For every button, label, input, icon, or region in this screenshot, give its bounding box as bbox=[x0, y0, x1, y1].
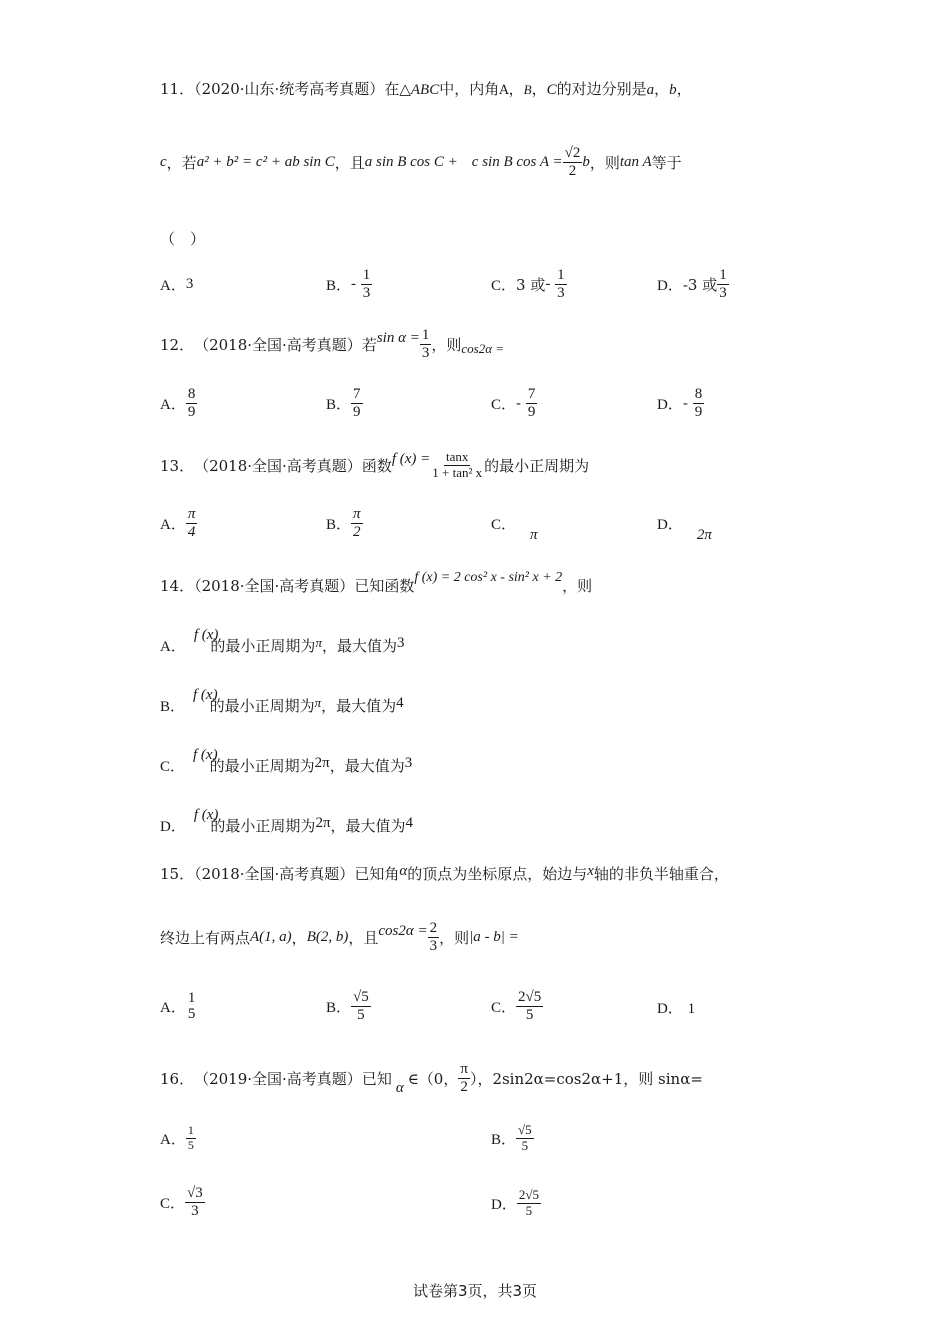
frac-num: √5 bbox=[518, 1122, 532, 1138]
option-fraction bbox=[185, 1185, 205, 1219]
option-text: 的最小正周期为 bbox=[209, 757, 315, 775]
option-label: D． bbox=[657, 396, 683, 413]
q11-text: 在 bbox=[384, 80, 400, 98]
q11-var-a: a bbox=[646, 82, 655, 98]
option-label: B． bbox=[326, 396, 352, 413]
frac-num: 7 bbox=[527, 386, 536, 402]
q12-rhs: cos2α = bbox=[461, 341, 505, 356]
q13-number: 13． bbox=[160, 456, 195, 475]
q11-var-c: c bbox=[160, 153, 167, 170]
q11-triangle: △ABC bbox=[399, 82, 440, 98]
q14-option-d[interactable] bbox=[160, 807, 414, 836]
frac-num: 2 bbox=[429, 920, 438, 936]
option-function: f (x) bbox=[193, 747, 218, 763]
frac-den: 5 bbox=[187, 1006, 196, 1022]
option-text: 的最小正周期为 bbox=[209, 697, 315, 715]
q14-option-b[interactable] bbox=[160, 687, 404, 716]
option-label: A． bbox=[160, 639, 186, 655]
q14-text: 已知函数 bbox=[354, 577, 415, 595]
q14-text: ，则 bbox=[562, 577, 593, 595]
q14-number: 14． bbox=[160, 577, 195, 595]
option-label: A． bbox=[160, 999, 186, 1016]
option-label: B． bbox=[491, 1131, 517, 1148]
option-label: C． bbox=[491, 396, 517, 413]
q11-option-b[interactable] bbox=[326, 264, 372, 304]
q13-text: 函数 bbox=[361, 456, 392, 475]
q12-number: 12． bbox=[160, 335, 195, 354]
option-prefix: -3 或 bbox=[682, 275, 718, 294]
option-label: B． bbox=[326, 277, 352, 294]
option-label: C． bbox=[160, 759, 186, 775]
q11-text: ，则 bbox=[589, 153, 620, 172]
q15-number: 15． bbox=[160, 865, 195, 883]
q16-option-d[interactable] bbox=[491, 1183, 541, 1223]
q12-fraction bbox=[420, 327, 432, 361]
option-label: A． bbox=[160, 277, 186, 294]
q16-number: 16． bbox=[160, 1069, 195, 1088]
frac-den: 5 bbox=[525, 1202, 533, 1218]
q13-source: （2018·全国·高考真题） bbox=[194, 456, 362, 475]
q12-lhs: sin α = bbox=[376, 329, 420, 346]
q15-text: 的顶点为坐标原点，始边与 bbox=[407, 865, 588, 883]
option-text: ，最大值为 bbox=[321, 697, 397, 715]
q15-option-d[interactable] bbox=[657, 997, 695, 1018]
q13-option-b[interactable] bbox=[326, 503, 363, 543]
q15-fraction bbox=[428, 920, 440, 954]
q11-text: 中，内角 bbox=[439, 80, 500, 98]
q15-alpha: α bbox=[399, 863, 408, 879]
option-label: D． bbox=[160, 819, 186, 835]
option-label: B． bbox=[326, 999, 352, 1016]
q11-option-c[interactable] bbox=[491, 264, 567, 304]
q15-text: ，且 bbox=[348, 928, 379, 947]
q11-text: ，若 bbox=[166, 153, 197, 172]
q15-text: 终边上有两点 bbox=[160, 928, 251, 947]
option-text: ，最大值为 bbox=[330, 817, 406, 835]
q11-option-d[interactable] bbox=[657, 264, 729, 304]
q15-text: 轴的非负半轴重合， bbox=[593, 865, 729, 883]
frac-num: 2√5 bbox=[518, 989, 542, 1005]
option-label: B． bbox=[326, 516, 352, 533]
option-label: D． bbox=[491, 1196, 517, 1213]
frac-num: 1 bbox=[187, 1123, 194, 1138]
option-fraction bbox=[351, 386, 363, 420]
page-footer: 试卷第3页，共3页 bbox=[412, 1282, 538, 1300]
frac-den: 3 bbox=[191, 1202, 199, 1219]
q14-option-c[interactable] bbox=[160, 747, 413, 776]
option-fraction bbox=[555, 267, 567, 301]
option-label: D． bbox=[657, 1001, 683, 1017]
option-sign: - bbox=[351, 275, 357, 292]
option-max: 3 bbox=[404, 755, 413, 771]
q13-option-d[interactable] bbox=[657, 513, 712, 543]
option-value: π bbox=[530, 527, 538, 543]
q15-option-b[interactable] bbox=[326, 984, 371, 1028]
option-max: 4 bbox=[396, 695, 404, 711]
q15-source: （2018·全国·高考真题） bbox=[194, 865, 355, 883]
q16-option-b[interactable] bbox=[491, 1118, 534, 1158]
q11-var-b2: b bbox=[582, 153, 590, 170]
frac-den: 3 bbox=[421, 344, 430, 361]
frac-num: 8 bbox=[187, 386, 196, 402]
frac-num: 2√5 bbox=[518, 1187, 539, 1203]
frac-num: √3 bbox=[187, 1185, 203, 1201]
q13-function: f (x) = bbox=[391, 450, 431, 467]
frac-den: 9 bbox=[353, 403, 361, 420]
q13-option-a[interactable] bbox=[160, 503, 197, 543]
q13-text: 的最小正周期为 bbox=[484, 456, 590, 475]
q15-text: ，则 bbox=[439, 928, 470, 947]
option-fraction bbox=[516, 1123, 534, 1153]
q15-abs: |a - b| = bbox=[469, 928, 519, 945]
frac-num: √5 bbox=[353, 989, 369, 1005]
q16-stem bbox=[160, 1055, 703, 1101]
q16-text: ∈（0， bbox=[407, 1069, 459, 1088]
q11-text: ，且 bbox=[334, 153, 365, 172]
frac-num: 8 bbox=[694, 386, 703, 402]
option-function: f (x) bbox=[193, 807, 219, 823]
frac-den: 9 bbox=[694, 403, 703, 420]
option-period: 2π bbox=[314, 755, 330, 771]
option-fraction bbox=[693, 386, 705, 420]
option-sign: - bbox=[682, 394, 688, 412]
option-label: C． bbox=[491, 517, 517, 533]
option-period: π bbox=[314, 695, 322, 710]
q11-var-b: b bbox=[669, 82, 677, 98]
q13-stem bbox=[160, 443, 589, 487]
q12-text: 若 bbox=[361, 335, 377, 354]
option-fraction bbox=[526, 386, 538, 420]
q12-option-b[interactable] bbox=[326, 383, 363, 423]
option-fraction bbox=[186, 990, 198, 1023]
q14-stem bbox=[160, 570, 593, 596]
frac-den: 3 bbox=[429, 937, 438, 954]
q14-function: f (x) = 2 cos² x - sin² x + 2 bbox=[414, 570, 563, 585]
q11-source: （2020·山东·统考高考真题） bbox=[194, 80, 385, 98]
option-fraction bbox=[717, 267, 729, 301]
option-label: C． bbox=[160, 1195, 186, 1212]
q12-source: （2018·全国·高考真题） bbox=[194, 335, 362, 354]
q15-text: 已知角 bbox=[354, 865, 400, 883]
option-label: A． bbox=[160, 1131, 186, 1148]
option-max: 3 bbox=[396, 635, 405, 651]
q12-stem bbox=[160, 324, 504, 364]
option-label: D． bbox=[657, 277, 683, 294]
frac-den: 9 bbox=[527, 403, 536, 420]
q11-paren: （ ） bbox=[160, 230, 206, 248]
option-sign: - bbox=[545, 275, 551, 292]
q15-text: ， bbox=[291, 928, 307, 947]
frac-den: 1 + tan² x bbox=[432, 464, 483, 480]
q16-text: 已知 bbox=[361, 1069, 392, 1088]
q12-option-c[interactable] bbox=[491, 383, 537, 423]
q11-var-B: B bbox=[523, 82, 532, 97]
frac-num: π bbox=[460, 1061, 468, 1077]
option-prefix: 3 或 bbox=[516, 275, 546, 294]
option-text: ，最大值为 bbox=[329, 757, 405, 775]
q11-tanA: tan A bbox=[619, 153, 652, 170]
q11-text: 等于 bbox=[651, 153, 682, 172]
frac-num: 7 bbox=[353, 386, 361, 402]
frac-den: 3 bbox=[719, 284, 727, 301]
q11-text: 的对边分别是 bbox=[556, 80, 647, 98]
q11-frac-num: √2 bbox=[564, 145, 581, 161]
q15-x: x bbox=[587, 863, 594, 879]
frac-num: 1 bbox=[557, 267, 565, 283]
q15-line2 bbox=[160, 915, 519, 959]
q11-option-a[interactable] bbox=[160, 264, 193, 304]
option-fraction bbox=[351, 989, 371, 1023]
option-fraction bbox=[186, 506, 198, 540]
option-fraction bbox=[186, 386, 198, 420]
q16-option-c[interactable] bbox=[160, 1180, 205, 1224]
frac-den: 4 bbox=[187, 523, 196, 540]
option-period: π bbox=[315, 635, 322, 650]
option-label: B． bbox=[160, 699, 186, 715]
q11-equation-2b: c sin B cos A = bbox=[471, 153, 563, 170]
frac-num: 1 bbox=[187, 989, 196, 1006]
q16-fraction bbox=[458, 1061, 470, 1095]
option-text: ，最大值为 bbox=[321, 637, 397, 655]
option-period: 2π bbox=[315, 815, 331, 831]
q11-frac-den: 2 bbox=[568, 162, 577, 179]
option-value: 2π bbox=[696, 527, 712, 543]
option-label: A． bbox=[160, 516, 186, 533]
q11-number: 11． bbox=[160, 80, 195, 98]
option-value: 1 bbox=[687, 1001, 696, 1017]
frac-den: 2 bbox=[353, 523, 361, 540]
q14-option-a[interactable] bbox=[160, 627, 405, 656]
q11-line1: 11．（2020·山东·统考高考真题）在△ABC中，内角A，B，C的对边分别是a，b， bbox=[160, 80, 692, 98]
option-value: 3 bbox=[185, 275, 194, 292]
frac-num: tanx bbox=[446, 449, 469, 465]
option-label: C． bbox=[491, 999, 517, 1016]
frac-den: 9 bbox=[187, 403, 196, 420]
option-label: D． bbox=[657, 517, 683, 533]
q15-cos: cos2α = bbox=[378, 922, 428, 939]
q12-option-a[interactable] bbox=[160, 383, 197, 423]
frac-den: 2 bbox=[460, 1078, 468, 1095]
q15-option-a[interactable] bbox=[160, 984, 197, 1028]
q13-option-c[interactable] bbox=[491, 513, 538, 543]
option-sign: - bbox=[516, 394, 522, 412]
option-text: 的最小正周期为 bbox=[210, 637, 316, 655]
frac-den: 3 bbox=[362, 284, 371, 301]
q11-fraction bbox=[563, 145, 583, 179]
q11-var-A: A bbox=[499, 83, 509, 98]
option-fraction bbox=[516, 989, 543, 1023]
frac-num: π bbox=[187, 506, 196, 522]
q15-point-a: A(1, a) bbox=[250, 928, 292, 945]
q14-source: （2018·全国·高考真题） bbox=[194, 577, 355, 595]
frac-num: 1 bbox=[719, 267, 727, 283]
q16-alpha: α bbox=[395, 1079, 404, 1096]
option-function: f (x) bbox=[193, 687, 218, 703]
frac-num: 1 bbox=[362, 267, 371, 283]
q11-var-C: C bbox=[546, 82, 557, 98]
option-fraction bbox=[351, 506, 363, 540]
q11-line2 bbox=[160, 140, 682, 184]
frac-num: π bbox=[353, 506, 361, 522]
frac-num: 1 bbox=[421, 327, 430, 343]
q12-option-d[interactable] bbox=[657, 383, 704, 423]
option-label: C． bbox=[491, 277, 517, 294]
q16-text: ），2sin2α=cos2α+1，则 sinα= bbox=[469, 1069, 703, 1088]
option-fraction bbox=[361, 267, 373, 301]
q12-text: ，则 bbox=[431, 335, 462, 354]
option-label: A． bbox=[160, 396, 186, 413]
option-function: f (x) bbox=[193, 627, 219, 643]
option-fraction bbox=[517, 1188, 541, 1218]
frac-den: 5 bbox=[357, 1006, 365, 1023]
q15-line1 bbox=[160, 863, 729, 884]
q15-point-b: B(2, b) bbox=[306, 928, 349, 945]
frac-den: 5 bbox=[521, 1137, 529, 1153]
q11-equation-2a: a sin B cos C + bbox=[364, 153, 458, 170]
option-fraction bbox=[186, 1124, 196, 1151]
frac-den: 5 bbox=[187, 1137, 194, 1152]
q11-equation-1: a² + b² = c² + ab sin C bbox=[196, 153, 335, 170]
option-text: 的最小正周期为 bbox=[210, 817, 316, 835]
frac-den: 5 bbox=[525, 1006, 534, 1023]
option-max: 4 bbox=[405, 815, 414, 831]
frac-den: 3 bbox=[557, 284, 565, 301]
q15-option-c[interactable] bbox=[491, 984, 543, 1028]
q13-fraction bbox=[430, 450, 484, 480]
q16-source: （2019·全国·高考真题） bbox=[194, 1069, 362, 1088]
q16-option-a[interactable] bbox=[160, 1118, 196, 1158]
